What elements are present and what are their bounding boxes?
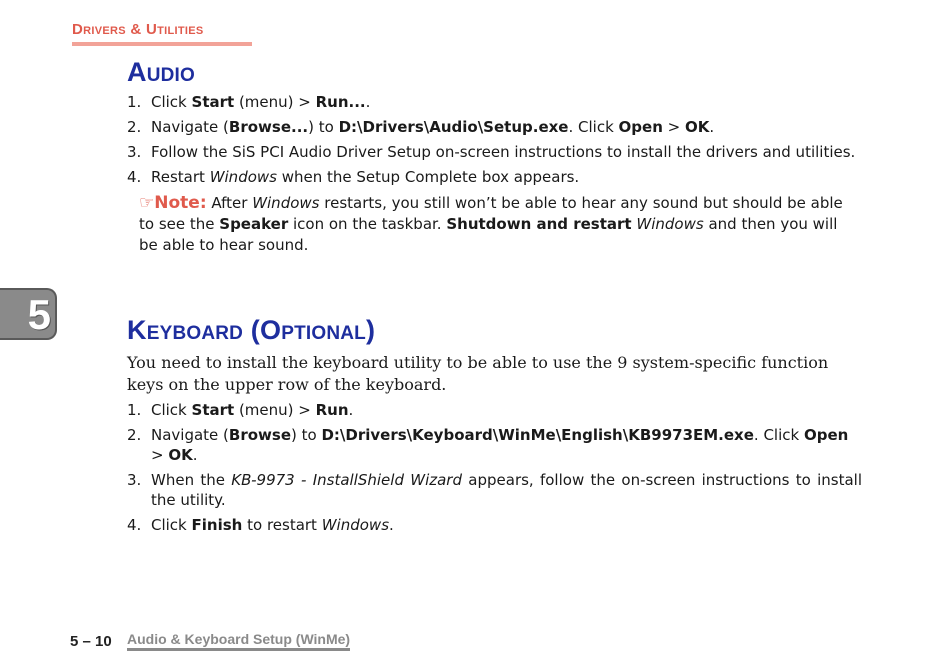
pointing-hand-icon: ☞ [139, 193, 155, 213]
page-number: 5 – 10 [70, 633, 112, 650]
keyboard-step-1: 1. Click Start (menu) > Run. [127, 401, 354, 419]
chapter-tab [0, 288, 57, 340]
keyboard-intro: You need to install the keyboard utility to be able to use the 9 system-specific function keys on the upper row of the keyboard. [127, 353, 829, 394]
keyboard-steps-list [127, 400, 862, 540]
keyboard-step-2: 2. Navigate (Browse) to D:\Drivers\Keyboard\WinMe\English\KB9973EM.exe. Click Open > OK. [127, 426, 849, 464]
audio-step-2: 2. Navigate (Browse...) to D:\Drivers\Audio\Setup.exe. Click Open > OK. [127, 118, 715, 136]
keyboard-step-4: 4. Click Finish to restart Windows. [127, 516, 394, 534]
audio-heading: Audio [127, 57, 195, 87]
note-label: ☞Note: [139, 193, 207, 213]
chapter-number: 5 [27, 291, 51, 338]
audio-step-3: 3. Follow the SiS PCI Audio Driver Setup on-screen instructions to install the drivers and utilities. [127, 143, 856, 161]
keyboard-step-3: 3. When the KB-9973 - InstallShield Wizard appears, follow the on-screen instructions to install the utility. [127, 471, 862, 509]
audio-note: ☞Note: After Windows restarts, you still won’t be able to hear any sound but should be able to see the Speaker icon on the taskbar. Shutdown and restart Windows and then you will be able to hear sound. [139, 193, 843, 254]
footer-title: Audio & Keyboard Setup (WinMe) [127, 631, 350, 651]
audio-steps-list [127, 92, 862, 192]
audio-step-1: 1. Click Start (menu) > Run.... [127, 93, 371, 111]
audio-step-4: 4. Restart Windows when the Setup Complete box appears. [127, 168, 580, 186]
keyboard-heading: Keyboard (Optional) [127, 315, 376, 345]
section-header: Drivers & Utilities [72, 20, 252, 46]
